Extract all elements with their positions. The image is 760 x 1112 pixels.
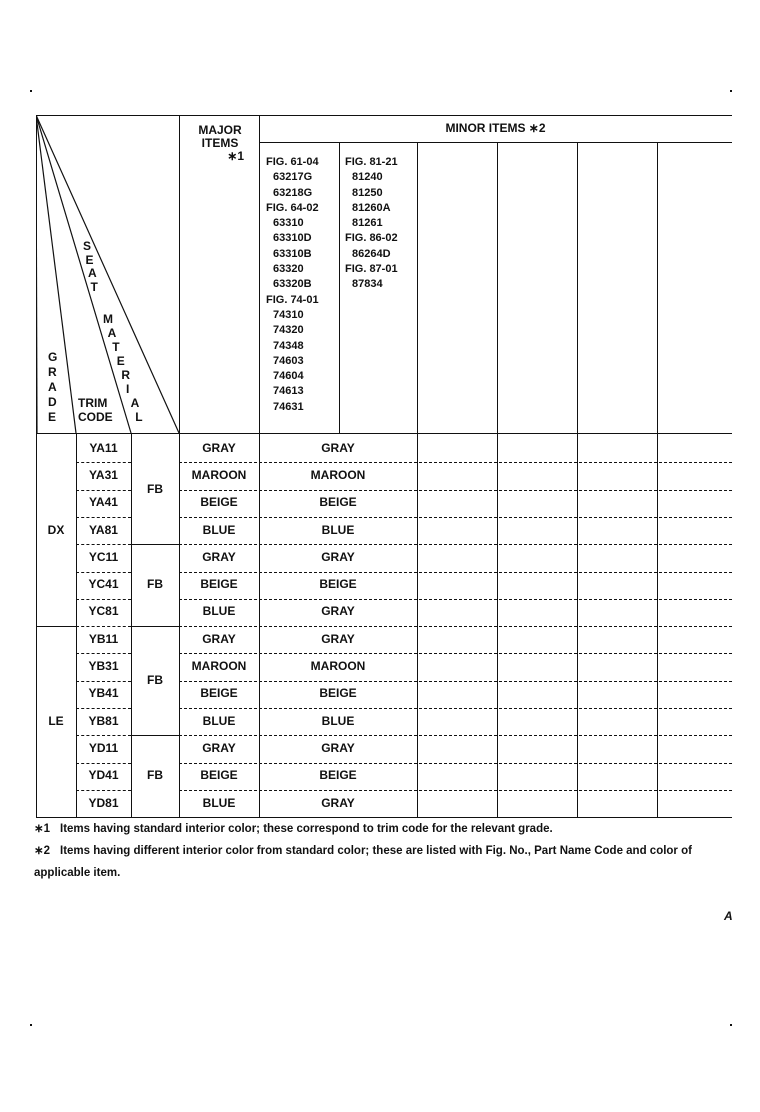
row-divider (179, 544, 732, 545)
minor-color-cell: BLUE (321, 522, 355, 537)
part-code: 63218G (273, 186, 313, 199)
part-code: 74348 (273, 339, 304, 352)
part-code: 74631 (273, 400, 304, 413)
page-mark: A (724, 909, 733, 923)
fig-number: FIG. 64-02 (266, 201, 319, 214)
row-divider (76, 572, 131, 573)
row-divider (179, 708, 732, 709)
fig-list-1 (266, 155, 319, 415)
row-divider (76, 599, 131, 600)
major-color-cell: BEIGE (200, 768, 238, 783)
row-divider (76, 517, 131, 518)
header-letter: R (48, 365, 57, 379)
fig-number: FIG. 74-01 (266, 293, 319, 306)
material-cell: FB (147, 577, 163, 592)
major-color-cell: BLUE (202, 795, 236, 810)
corner-mark (30, 1024, 32, 1026)
grade-cell: LE (48, 713, 64, 728)
minor-color-cell: BEIGE (319, 686, 357, 701)
row-divider (179, 681, 732, 682)
row-divider (76, 544, 131, 545)
trim-code-cell: YB81 (88, 713, 119, 728)
row-divider (179, 517, 732, 518)
trim-code-cell: YA81 (89, 522, 118, 537)
row-divider (179, 462, 732, 463)
header-letter: R (121, 368, 131, 382)
corner-mark (730, 90, 732, 92)
major-color-cell: GRAY (202, 631, 236, 646)
part-code: 87834 (352, 278, 383, 291)
part-code: 74310 (273, 308, 304, 321)
part-code: 81260A (352, 201, 391, 214)
footnote-1: ∗1 Items having standard interior color; these correspond to trim code for the relevant grade. (34, 823, 553, 835)
row-divider (76, 763, 131, 764)
row-divider (76, 490, 131, 491)
material-cell: FB (147, 672, 163, 687)
fig-number: FIG. 87-01 (345, 263, 398, 276)
minor-color-cell: GRAY (321, 740, 355, 755)
minor-color-cell: GRAY (321, 631, 355, 646)
footnote-2: ∗2 Items having different interior color from standard color; these are listed with Fig. No., Part Name Code and color of applicable item. (34, 845, 692, 879)
row-divider (179, 653, 732, 654)
header-letter: A (107, 326, 117, 340)
part-code: 63320 (273, 263, 304, 276)
trim-code-cell: YB31 (88, 659, 119, 674)
header-letter: M (103, 312, 113, 326)
material-cell: FB (147, 481, 163, 496)
grade-divider (36, 626, 76, 627)
minor-color-cell: BEIGE (319, 577, 357, 592)
header-letter: A (48, 380, 57, 394)
trim-code-cell: YC11 (88, 549, 119, 564)
major-color-cell: BLUE (202, 604, 236, 619)
fig-number: FIG. 81-21 (345, 156, 398, 168)
footnotes (34, 818, 734, 884)
minor-color-cell: GRAY (321, 440, 355, 455)
fig-number: FIG. 61-04 (266, 156, 319, 168)
major-color-cell: GRAY (202, 740, 236, 755)
major-color-cell: GRAY (202, 549, 236, 564)
trim-code-cell: YB11 (88, 631, 119, 646)
part-code: 74604 (273, 370, 304, 383)
row-divider (179, 763, 732, 764)
trim-code-header: TRIM CODE (78, 396, 113, 424)
header-letter: I (126, 382, 130, 396)
grade-cell: DX (47, 522, 65, 537)
row-divider (76, 790, 131, 791)
trim-code-cell: YD11 (88, 740, 119, 755)
part-code: 63217G (273, 171, 313, 184)
row-divider (179, 572, 732, 573)
part-code: 74603 (273, 354, 304, 367)
part-code: 63320B (273, 278, 312, 291)
minor-color-cell: GRAY (321, 549, 355, 564)
part-code: 74320 (273, 324, 304, 337)
major-color-cell: BEIGE (200, 577, 238, 592)
header-letter: T (112, 340, 120, 354)
minor-color-cell: BEIGE (319, 495, 357, 510)
row-divider (179, 626, 732, 627)
row-divider (179, 599, 732, 600)
fig-list-2 (345, 155, 398, 293)
part-code: 81240 (352, 171, 383, 184)
row-divider (76, 735, 131, 736)
minor-color-cell: GRAY (321, 604, 355, 619)
material-divider (131, 544, 179, 545)
minor-items-header: MINOR ITEMS ∗2 (445, 121, 546, 135)
row-divider (76, 626, 131, 627)
minor-color-cell: MAROON (310, 467, 366, 482)
part-code: 63310D (273, 232, 312, 245)
row-divider (76, 653, 131, 654)
part-code: 63310B (273, 247, 312, 260)
part-code: 74613 (273, 385, 304, 398)
trim-code-cell: YA31 (89, 467, 118, 482)
minor-color-cell: GRAY (321, 795, 355, 810)
header-letter: E (116, 354, 125, 368)
corner-mark (730, 1024, 732, 1026)
fig-number: FIG. 86-02 (345, 232, 398, 245)
trim-code-cell: YA11 (89, 440, 118, 455)
major-color-cell: BEIGE (200, 495, 238, 510)
part-code: 63310 (273, 217, 304, 230)
minor-color-cell: BEIGE (319, 768, 357, 783)
header-letter: A (88, 266, 97, 280)
header-diagonals (36, 115, 181, 435)
trim-code-cell: YD81 (88, 795, 119, 810)
header-letter: L (135, 410, 143, 424)
header-letter: G (48, 350, 58, 364)
trim-code-cell: YD41 (88, 768, 119, 783)
part-code: 81250 (352, 186, 383, 199)
part-code: 86264D (352, 247, 391, 260)
major-color-cell: BLUE (202, 522, 236, 537)
major-items-header: MAJOR ITEMS ∗1 (198, 123, 244, 163)
trim-code-cell: YC81 (88, 604, 119, 619)
major-color-cell: BEIGE (200, 686, 238, 701)
header-letter: S (83, 239, 92, 253)
minor-color-cell: MAROON (310, 659, 366, 674)
row-divider (179, 490, 732, 491)
header-letter: D (48, 395, 57, 409)
row-divider (179, 735, 732, 736)
major-color-cell: MAROON (191, 467, 247, 482)
header-letter: E (85, 252, 94, 267)
material-divider (131, 626, 179, 627)
row-divider (76, 708, 131, 709)
row-divider (76, 681, 131, 682)
material-divider (131, 735, 179, 736)
header-letter: A (130, 396, 140, 410)
minor-color-cell: BLUE (321, 713, 355, 728)
trim-code-cell: YA41 (89, 495, 118, 510)
material-cell: FB (147, 768, 163, 783)
trim-code-cell: YC41 (88, 577, 119, 592)
row-divider (179, 790, 732, 791)
header-letter: T (90, 279, 98, 294)
major-color-cell: MAROON (191, 659, 247, 674)
major-color-cell: BLUE (202, 713, 236, 728)
corner-mark (30, 90, 32, 92)
part-code: 81261 (352, 217, 383, 230)
major-color-cell: GRAY (202, 440, 236, 455)
trim-code-cell: YB41 (88, 686, 119, 701)
header-letter: E (48, 410, 57, 424)
row-divider (76, 462, 131, 463)
